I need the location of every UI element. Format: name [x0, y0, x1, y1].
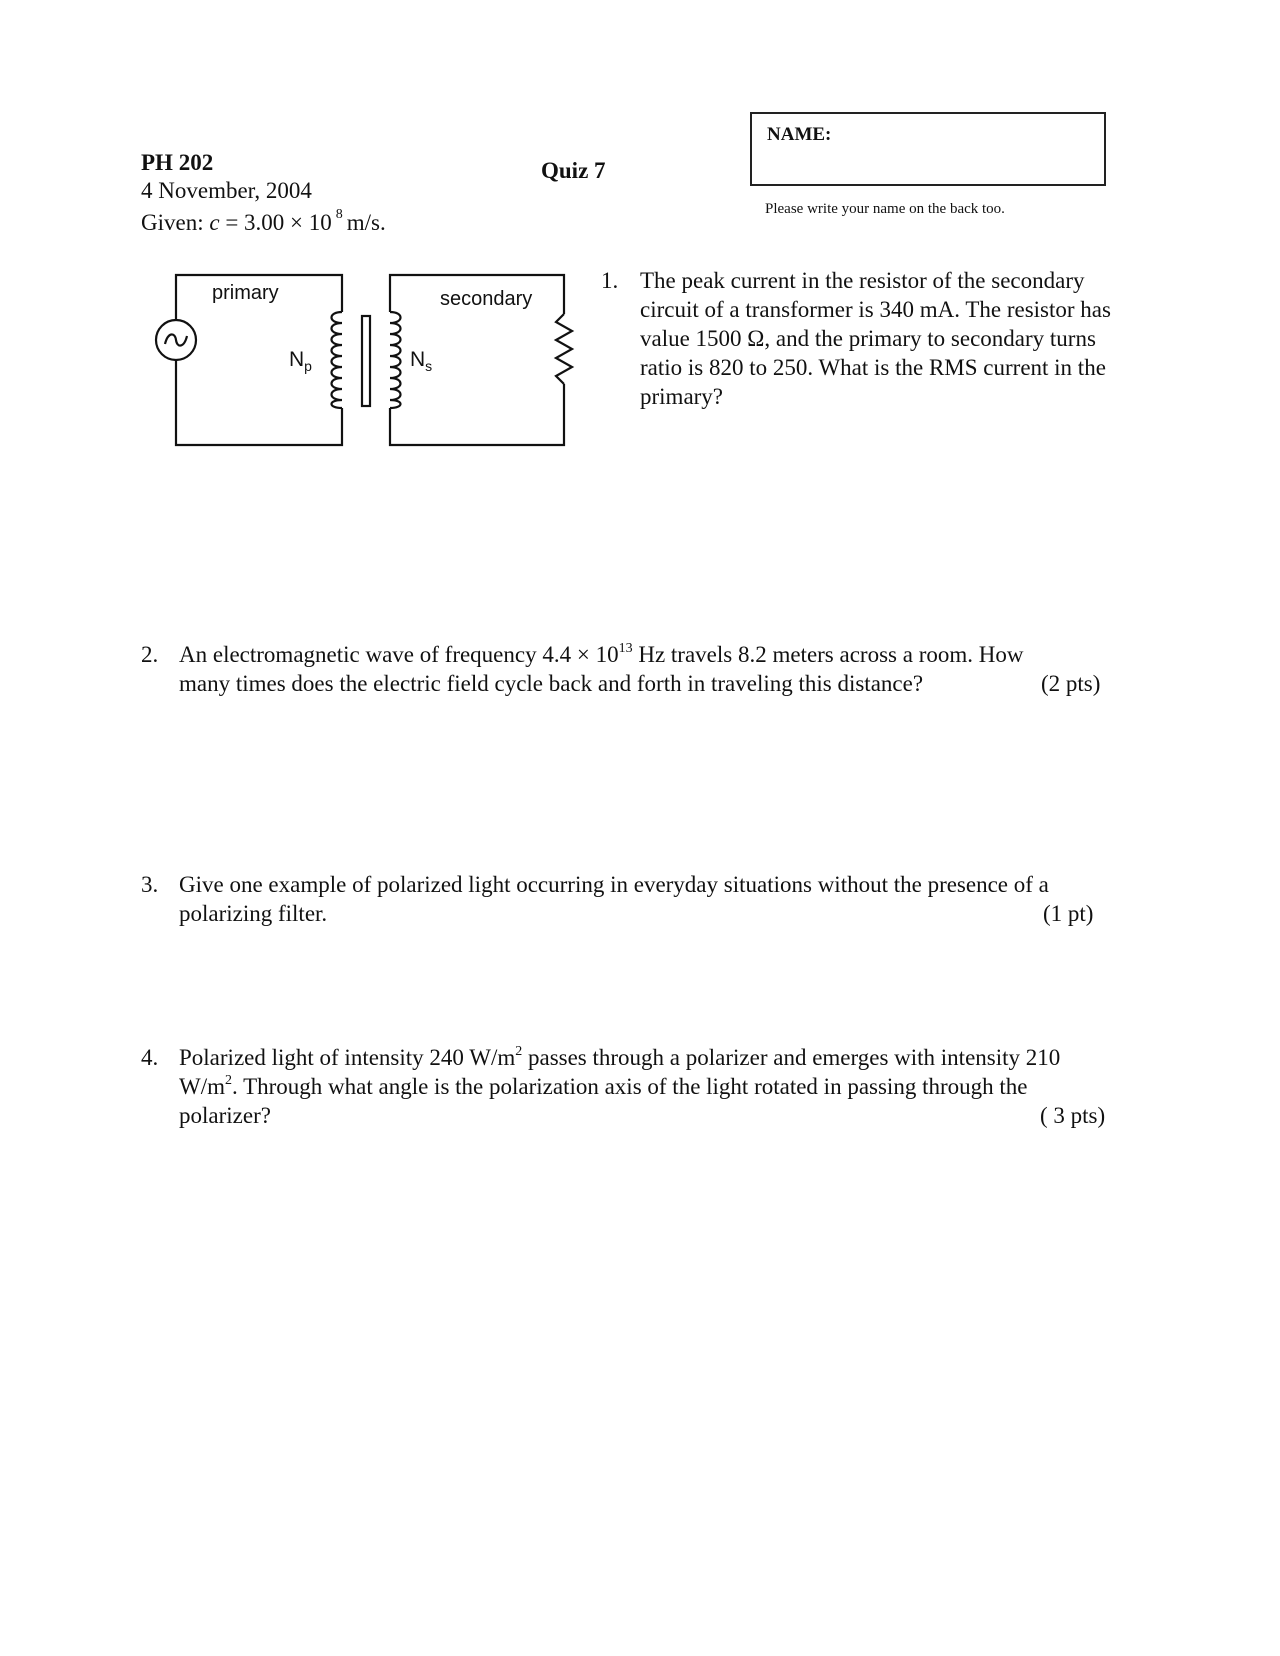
question-text	[179, 870, 1139, 928]
name-box[interactable]	[750, 112, 1106, 186]
question-line: many times does the electric field cycle back and forth in traveling this distance?	[179, 671, 924, 696]
question-line: The peak current in the resistor of the secondary	[640, 268, 1085, 293]
np-label-sub: p	[304, 358, 312, 374]
unit-exponent: 2	[515, 1044, 523, 1059]
given-variable: c	[209, 210, 220, 235]
question-number: 3.	[141, 872, 159, 897]
given-value: = 3.00 × 10	[219, 210, 332, 235]
question-line	[179, 1072, 1149, 1101]
primary-wire-bottom	[176, 360, 342, 445]
question-number: 1.	[601, 268, 619, 293]
secondary-wire-bottom	[390, 384, 564, 445]
transformer-circuit-diagram	[148, 270, 588, 450]
question-line	[179, 1043, 1149, 1072]
ns-label-main: N	[410, 348, 426, 371]
question-text	[179, 640, 1139, 698]
question-text-part: Polarized light of intensity 240 W/m	[179, 1045, 516, 1070]
question-line: Give one example of polarized light occurring in everyday situations without the presence of a	[179, 872, 1049, 897]
secondary-coil-icon	[390, 312, 401, 408]
question-text-part: Hz travels 8.2 meters across a room. How	[632, 642, 1024, 667]
question-line: primary?	[640, 384, 724, 409]
question-points: (2 pts)	[1041, 671, 1101, 696]
ns-label-sub: s	[425, 358, 433, 374]
question-line: polarizing filter.	[179, 901, 328, 926]
name-label: NAME:	[767, 124, 832, 145]
secondary-label: secondary	[440, 288, 533, 310]
question-line	[179, 640, 1139, 669]
primary-coil-icon	[332, 312, 343, 408]
given-exponent: 8	[335, 207, 343, 222]
primary-label: primary	[212, 282, 279, 304]
transformer-core-icon	[362, 316, 370, 406]
question-line: circuit of a transformer is 340 mA. The resistor has	[640, 297, 1111, 322]
given-prefix: Given:	[141, 210, 210, 235]
given-constant	[141, 207, 386, 236]
question-points: (1 pt)	[1043, 901, 1094, 926]
question-text-part: passes through a polarizer and emerges with intensity 210	[522, 1045, 1061, 1070]
question-line: value 1500 Ω, and the primary to secondary turns	[640, 326, 1096, 351]
given-unit: m/s.	[346, 210, 386, 235]
np-label-main: N	[289, 348, 305, 371]
question-line: ratio is 820 to 250. What is the RMS current in the	[640, 355, 1106, 380]
question-points: ( 3 pts)	[1040, 1103, 1106, 1128]
quiz-title: Quiz 7	[541, 158, 606, 183]
question-line: polarizer?	[179, 1103, 271, 1128]
question-text	[179, 1043, 1149, 1130]
question-text-part: . Through what angle is the polarization axis of the light rotated in passing through the	[232, 1074, 1028, 1099]
resistor-icon	[556, 314, 572, 384]
np-label	[289, 348, 312, 374]
question-number: 2.	[141, 642, 159, 667]
unit-exponent: 2	[225, 1073, 232, 1088]
quiz-date: 4 November, 2004	[141, 178, 312, 203]
course-code: PH 202	[141, 150, 214, 175]
question-number: 4.	[141, 1045, 159, 1070]
ac-wave-icon	[165, 334, 187, 345]
question-text-part: W/m	[179, 1074, 225, 1099]
question-text-part: An electromagnetic wave of frequency 4.4 × 10	[179, 642, 619, 667]
frequency-exponent: 13	[618, 641, 633, 656]
question-text	[640, 266, 1160, 411]
name-back-note: Please write your name on the back too.	[765, 201, 1005, 217]
ns-label	[410, 348, 432, 374]
